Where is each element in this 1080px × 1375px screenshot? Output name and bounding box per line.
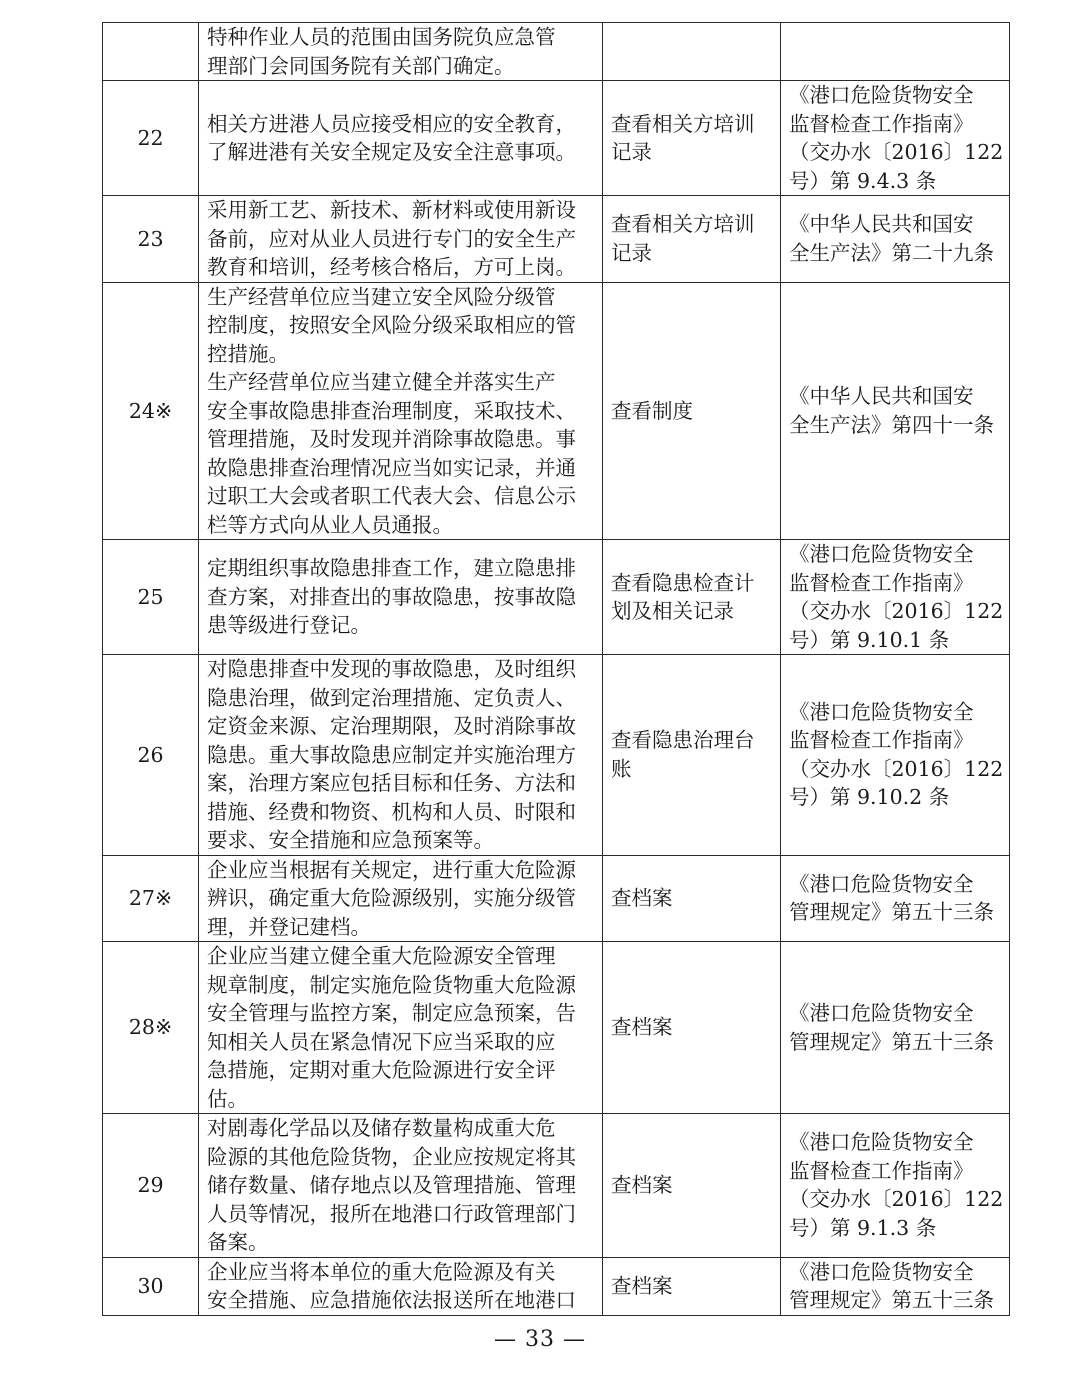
table-row (103, 855, 1010, 942)
page-number: — 33 — (494, 1327, 586, 1352)
legal-basis (781, 23, 1010, 81)
check-content: 定期组织事故隐患排查工作，建立隐患排 查方案，对排查出的事故隐患，按事故隐 患等级进行登记。 (199, 540, 603, 655)
table-row (103, 540, 1010, 655)
check-content: 相关方进港人员应接受相应的安全教育， 了解进港有关安全规定及安全注意事项。 (199, 81, 603, 196)
check-method: 查档案 (603, 855, 781, 942)
item-number: 29 (103, 1114, 199, 1258)
check-method: 查看相关方培训 记录 (603, 81, 781, 196)
legal-basis: 《港口危险货物安全 监督检查工作指南》 （交办水〔2016〕122 号）第 9.4.3 条 (781, 81, 1010, 196)
item-number: 22 (103, 81, 199, 196)
check-content: 企业应当建立健全重大危险源安全管理 规章制度，制定实施危险货物重大危险源 安全管理与监控方案，制定应急预案，告 知相关人员在紧急情况下应当采取的应 急措施，定期对重大危险源进行安全评 估。 (199, 942, 603, 1114)
check-method (603, 23, 781, 81)
legal-basis: 《港口危险货物安全 监督检查工作指南》 （交办水〔2016〕122 号）第 9.10.2 条 (781, 655, 1010, 856)
legal-basis: 《港口危险货物安全 管理规定》第五十三条 (781, 942, 1010, 1114)
table-row (103, 81, 1010, 196)
check-content: 采用新工艺、新技术、新材料或使用新设 备前，应对从业人员进行专门的安全生产 教育和培训，经考核合格后，方可上岗。 (199, 196, 603, 283)
check-content: 企业应当将本单位的重大危险源及有关 安全措施、应急措施依法报送所在地港口 (199, 1257, 603, 1315)
check-method: 查看隐患治理台 账 (603, 655, 781, 856)
item-number: 26 (103, 655, 199, 856)
check-method: 查档案 (603, 942, 781, 1114)
table-row (103, 655, 1010, 856)
item-number: 28※ (103, 942, 199, 1114)
regulation-table (102, 22, 1010, 1316)
item-number: 27※ (103, 855, 199, 942)
check-content: 企业应当根据有关规定，进行重大危险源 辨识，确定重大危险源级别，实施分级管 理，并登记建档。 (199, 855, 603, 942)
check-method: 查档案 (603, 1257, 781, 1315)
legal-basis: 《中华人民共和国安 全生产法》第四十一条 (781, 282, 1010, 540)
table-body (103, 23, 1010, 1316)
check-content: 对隐患排查中发现的事故隐患，及时组织 隐患治理，做到定治理措施、定负责人、 定资金来源、定治理期限，及时消除事故 隐患。重大事故隐患应制定并实施治理方 案，治理方案应包括目标和任务、方法和 措施、经费和物资、机构和人员、时限和 要求、安全措施和应急预案等。 (199, 655, 603, 856)
item-number: 23 (103, 196, 199, 283)
legal-basis: 《港口危险货物安全 监督检查工作指南》 （交办水〔2016〕122 号）第 9.1.3 条 (781, 1114, 1010, 1258)
legal-basis: 《中华人民共和国安 全生产法》第二十九条 (781, 196, 1010, 283)
check-method: 查看制度 (603, 282, 781, 540)
table-row (103, 196, 1010, 283)
check-method: 查看相关方培训 记录 (603, 196, 781, 283)
check-method: 查档案 (603, 1114, 781, 1258)
item-number: 24※ (103, 282, 199, 540)
legal-basis: 《港口危险货物安全 监督检查工作指南》 （交办水〔2016〕122 号）第 9.10.1 条 (781, 540, 1010, 655)
table-row (103, 1257, 1010, 1315)
check-content: 对剧毒化学品以及储存数量构成重大危 险源的其他危险货物，企业应按规定将其 储存数量、储存地点以及管理措施、管理 人员等情况，报所在地港口行政管理部门 备案。 (199, 1114, 603, 1258)
item-number (103, 23, 199, 81)
item-number: 30 (103, 1257, 199, 1315)
check-content: 特种作业人员的范围由国务院负应急管 理部门会同国务院有关部门确定。 (199, 23, 603, 81)
table-row (103, 23, 1010, 81)
item-number: 25 (103, 540, 199, 655)
table-row (103, 942, 1010, 1114)
check-method: 查看隐患检查计 划及相关记录 (603, 540, 781, 655)
table-row (103, 1114, 1010, 1258)
table-row (103, 282, 1010, 540)
legal-basis: 《港口危险货物安全 管理规定》第五十三条 (781, 855, 1010, 942)
legal-basis: 《港口危险货物安全 管理规定》第五十三条 (781, 1257, 1010, 1315)
check-content: 生产经营单位应当建立安全风险分级管 控制度，按照安全风险分级采取相应的管 控措施。 生产经营单位应当建立健全并落实生产 安全事故隐患排查治理制度，采取技术、 管理措施，及时发现并消除事故隐患。事 故隐患排查治理情况应当如实记录，并通 过职工大会或者职工代表大会、信息公示 栏等方式向从业人员通报。 (199, 282, 603, 540)
